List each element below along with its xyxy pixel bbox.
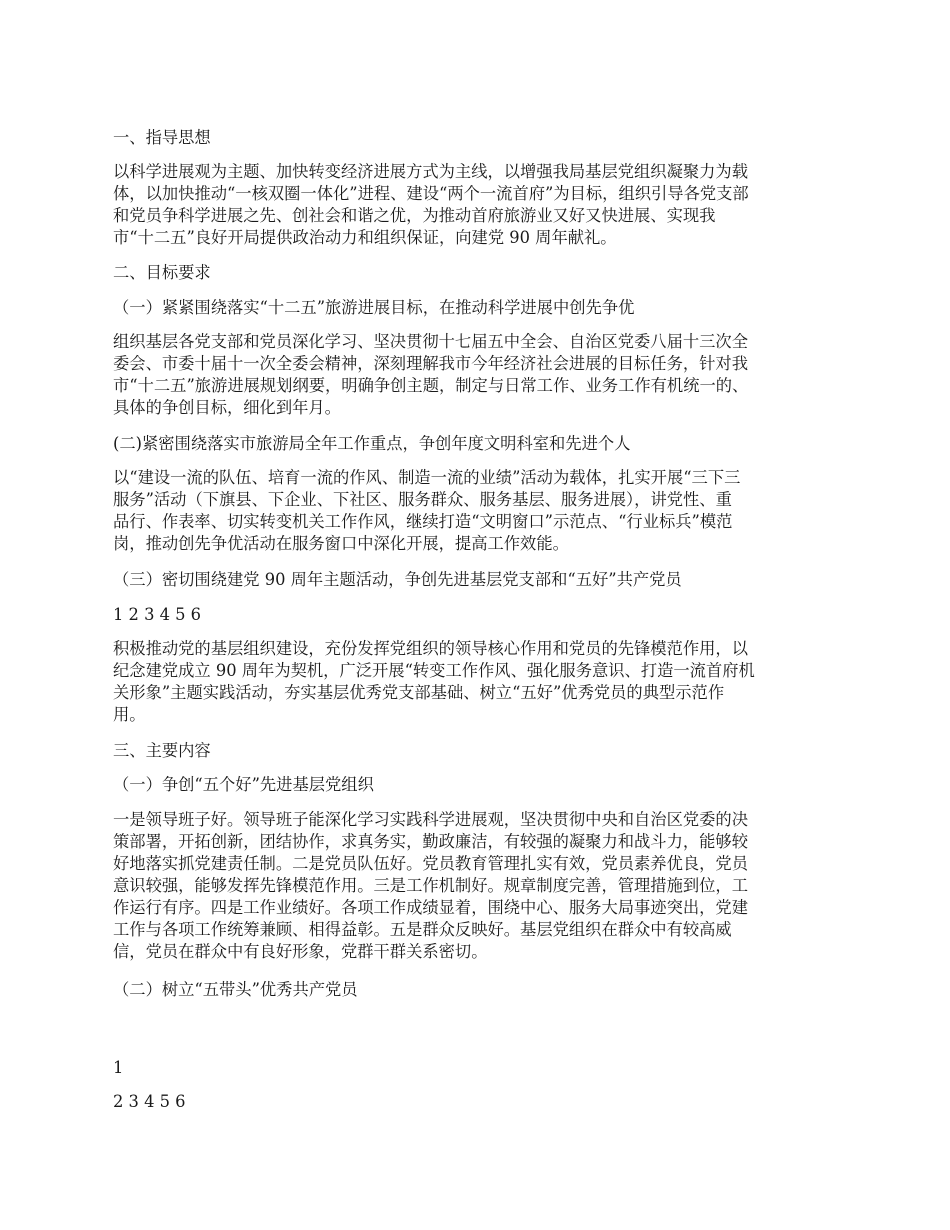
section-heading-main-content: 三、主要内容 [113,741,211,760]
text-line: 信，党员在群众中有良好形象，党群干群关系密切。 [113,942,488,961]
text-line: 作运行有序。四是工作业绩好。各项工作成绩显着，围绕中心、服务大局事迹突出，党建 [113,898,748,917]
text-line: 品行、作表率、切实转变机关工作作风，继续打造“文明窗口”示范点、“行业标兵”模范 [113,512,733,531]
paragraph-goal-2 [113,467,838,555]
text-line: 服务”活动（下旗县、下企业、下社区、服务群众、服务基层、服务进展），讲党性、重 [113,490,732,509]
paragraph-guiding-thought [113,161,838,249]
text-line: 以“建设一流的队伍、培育一流的作风、制造一流的业绩”活动为载体，扎实开展“三下三 [113,468,741,487]
paragraph-content-1 [113,809,838,963]
text-line: 和党员争科学进展之先、创社会和谐之优，为推动首府旅游业又好又快进展、实现我 [113,206,716,225]
text-line: 纪念建党成立 90 周年为契机，广泛开展“转变工作作风、强化服务意识、打造一流首府机 [113,661,755,680]
subheading-goal-2: (二)紧密围绕落实市旅游局全年工作重点，争创年度文明科室和先进个人 [113,434,631,453]
text-line: 岗，推动创先争优活动在服务窗口中深化开展，提高工作效能。 [113,534,569,553]
subheading-goal-1: （一）紧紧围绕落实“十二五”旅游进展目标，在推动科学进展中创先争优 [113,298,635,317]
text-line: 体，以加快推动“一核双圈一体化”进程、建设“两个一流首府”为目标，组织引导各党支部 [113,184,749,203]
section-heading-goals: 二、目标要求 [113,263,211,282]
text-line: 意识较强，能够发挥先锋模范作用。三是工作机制好。规章制度完善，管理措施到位，工 [113,876,748,895]
text-line: 一是领导班子好。领导班子能深化学习实践科学进展观，坚决贯彻中央和自治区党委的决 [113,810,748,829]
paragraph-goal-1 [113,331,838,419]
paragraph-goal-3 [113,638,838,726]
page-number-row: 2 3 4 5 6 [113,1092,186,1111]
text-line: 市“十二五”良好开局提供政治动力和组织保证，向建党 90 周年献礼。 [113,228,617,247]
subheading-content-2: （二）树立“五带头”优秀共产党员 [113,980,358,999]
text-line: 组织基层各党支部和党员深化学习、坚决贯彻十七届五中全会、自治区党委八届十三次全 [113,332,748,351]
text-line: 以科学进展观为主题、加快转变经济进展方式为主线，以增强我局基层党组织凝聚力为载 [113,162,748,181]
text-line: 具体的争创目标，细化到年月。 [113,398,341,417]
text-line: 市“十二五”旅游进展规划纲要，明确争创主题，制定与日常工作、业务工作有机统一的、 [113,376,749,395]
text-line: 关形象”主题实践活动，夯实基层优秀党支部基础、树立“五好”优秀党员的典型示范作 [113,683,725,702]
text-line: 用。 [113,705,146,724]
page-number-row: 1 [113,1058,124,1077]
section-heading-guiding-thought: 一、指导思想 [113,128,211,147]
text-line: 好地落实抓党建责任制。二是党员队伍好。党员教育管理扎实有效，党员素养优良，党员 [113,854,748,873]
subheading-content-1: （一）争创“五个好”先进基层党组织 [113,775,374,794]
page-number-row: 1 2 3 4 5 6 [113,605,202,624]
text-line: 工作与各项工作统筹兼顾、相得益彰。五是群众反映好。基层党组织在群众中有较高威 [113,920,732,939]
text-line: 积极推动党的基层组织建设，充份发挥党组织的领导核心作用和党员的先锋模范作用，以 [113,639,748,658]
text-line: 委会、市委十届十一次全委会精神，深刻理解我市今年经济社会进展的目标任务，针对我 [113,354,748,373]
subheading-goal-3: （三）密切围绕建党 90 周年主题活动，争创先进基层党支部和“五好”共产党员 [113,570,682,589]
text-line: 策部署，开拓创新，团结协作，求真务实，勤政廉洁，有较强的凝聚力和战斗力，能够较 [113,832,748,851]
